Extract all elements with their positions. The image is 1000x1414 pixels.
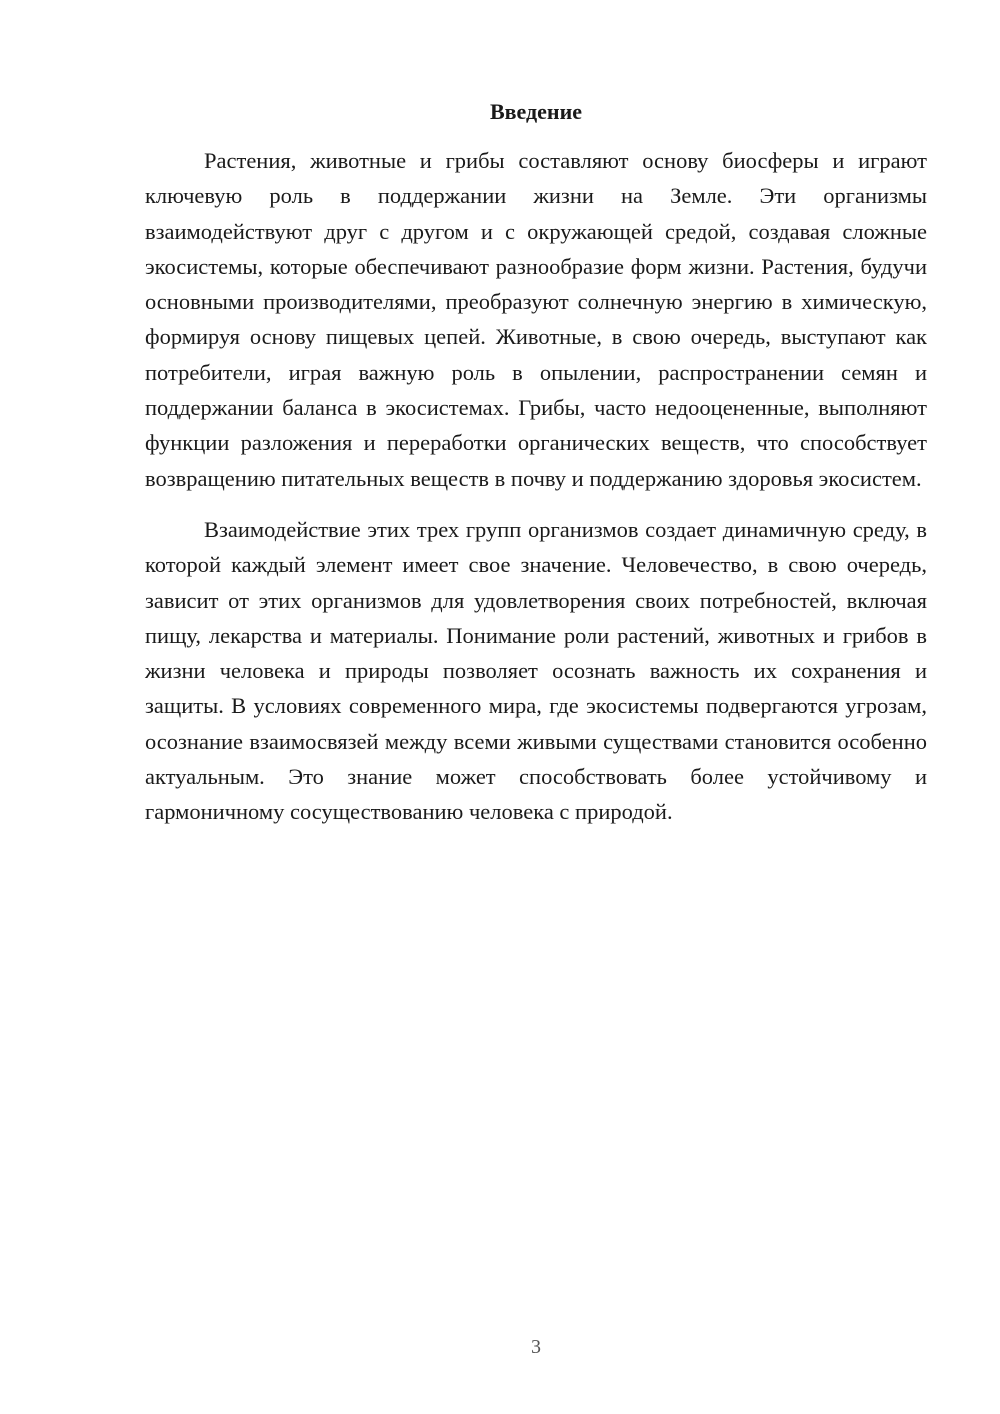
paragraph-intro: Растения, животные и грибы составляют основу биосферы и играют ключевую роль в поддержании жизни на Земле. Эти организмы взаимодействуют друг с другом и с окружающей средой, создавая сложные экосистемы, которые обеспечивают разнообразие форм жизни. Растения, будучи основными производителями, преобразуют солнечную энергию в химическую, формируя основу пищевых цепей. Животные, в свою очередь, выступают как потребители, играя важную роль в опылении, распространении семян и поддержании баланса в экосистемах. Грибы, часто недооцененные, выполняют функции разложения и переработки органических веществ, что способствует возвращению питательных веществ в почву и поддержанию здоровья экосистем.	[145, 148, 927, 491]
body-text	[145, 143, 927, 830]
page-number: 3	[531, 1336, 541, 1358]
paragraph-interaction: Взаимодействие этих трех групп организмов создает динамичную среду, в которой каждый элемент имеет свое значение. Человечество, в свою очередь, зависит от этих организмов для удовлетворения своих потребностей, включая пищу, лекарства и материалы. Понимание роли растений, животных и грибов в жизни человека и природы позволяет осознать важность их сохранения и защиты. В условиях современного мира, где экосистемы подвергаются угрозам, осознание взаимосвязей между всеми живыми существами становится особенно актуальным. Это знание может способствовать более устойчивому и гармоничному сосуществованию человека с природой.	[145, 516, 927, 825]
page-title: Введение	[489, 99, 583, 124]
